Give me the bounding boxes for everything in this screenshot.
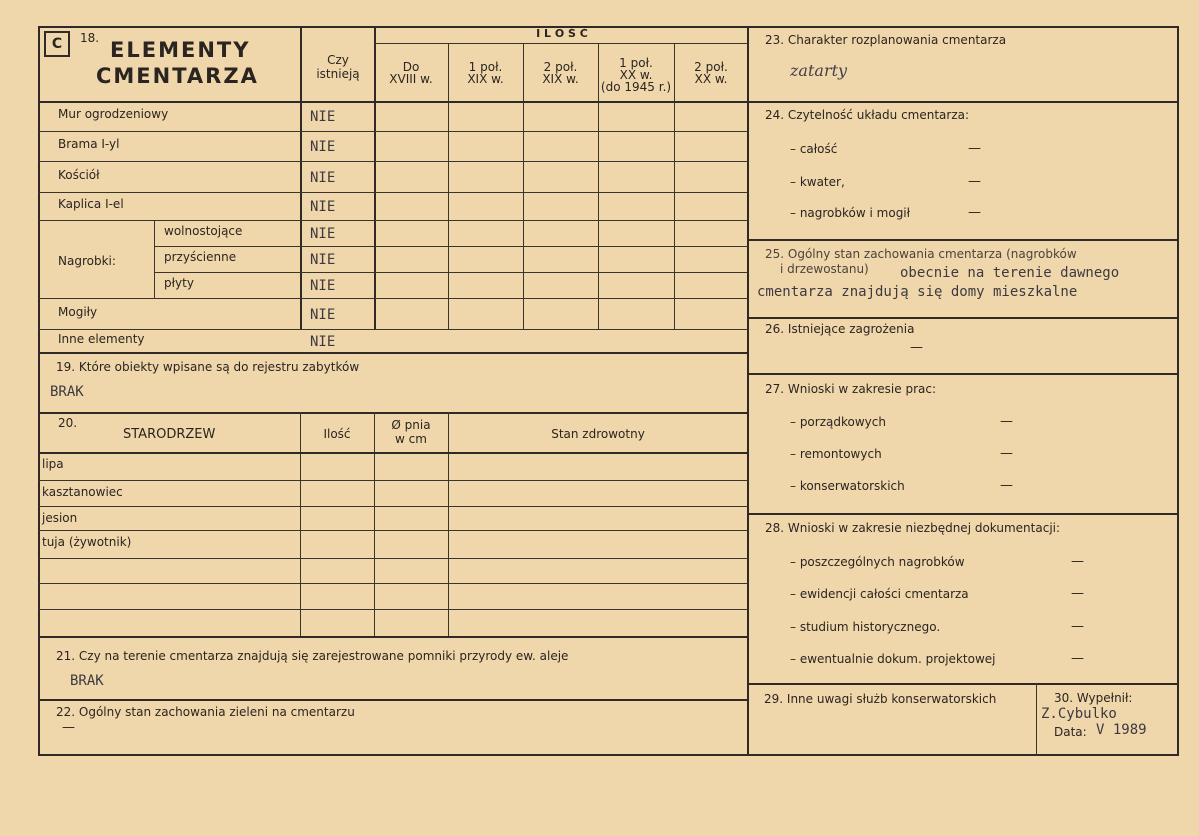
period-header: [374, 61, 448, 85]
s18-row-rule: [38, 329, 748, 330]
s20-col-diam: [374, 418, 448, 446]
s25-label-line2: i drzewostanu): [780, 262, 869, 276]
s20-col-rule-2: [374, 412, 375, 636]
s29-label: 29. Inne uwagi służb konserwatorskich: [764, 692, 997, 706]
tree-name: tuja (żywotnik): [42, 535, 132, 549]
s26-top-rule: [747, 317, 1179, 319]
s18-row-label: Inne elementy: [58, 331, 145, 346]
s18-row-label: Mur ogrodzeniowy: [58, 107, 169, 121]
s27-top-rule: [747, 373, 1179, 375]
s20-col-health: Stan zdrowotny: [551, 427, 645, 441]
section-18-title-line2: CMENTARZA: [96, 64, 259, 88]
s20-col-diam-line2: w cm: [395, 432, 427, 446]
s24-item-value: —: [968, 141, 981, 156]
period-header-line: XX w.: [694, 72, 728, 86]
s27-item-label: – konserwatorskich: [790, 479, 905, 493]
s24-item-label: – całość: [790, 142, 838, 156]
s18-row-exists-value: NIE: [310, 252, 336, 268]
s28-item-label: – ewentualnie dokum. projektowej: [790, 652, 996, 666]
nagrobki-group-rule: [154, 220, 155, 298]
s23-value: zatarty: [790, 61, 848, 80]
period-header-line: XX w.: [619, 68, 653, 82]
period-header-line: 1 poł.: [619, 56, 653, 70]
form-border-right: [1177, 26, 1179, 756]
s21-top-rule: [38, 636, 749, 638]
section-letter-box: C: [44, 31, 70, 57]
period-header: [598, 57, 674, 93]
col-exists-line2: istnieją: [316, 67, 360, 81]
s27-item-label: – remontowych: [790, 447, 882, 461]
ilosc-header-rule: [374, 43, 748, 44]
s27-item-label: – porządkowych: [790, 415, 886, 429]
s28-item-value: —: [1071, 619, 1084, 634]
s18-row-rule: [154, 246, 748, 247]
s18-row-label: Mogiły: [58, 304, 98, 319]
s18-row-label: Kaplica I-el: [58, 197, 124, 211]
s28-label: 28. Wnioski w zakresie niezbędnej dokumentacji:: [765, 521, 1061, 535]
s24-item-label: – nagrobków i mogił: [790, 206, 911, 220]
s24-item-value: —: [968, 174, 981, 189]
s20-row-rule: [38, 558, 748, 559]
s18-row-label: przyścienne: [164, 250, 237, 264]
s20-header-rule: [38, 452, 749, 454]
s30-label: 30. Wypełnił:: [1054, 691, 1133, 705]
s28-item-value: —: [1071, 586, 1084, 601]
s20-number: 20.: [58, 416, 78, 430]
period-header-line: Do: [402, 60, 420, 74]
period-header-line: 1 poł.: [468, 60, 503, 74]
s24-item-value: —: [968, 205, 981, 220]
form-border-left: [38, 26, 40, 756]
s27-item-value: —: [1000, 478, 1013, 493]
s30-left-rule: [1036, 683, 1037, 755]
s18-row-exists-value: NIE: [310, 109, 336, 125]
s18-header-bottom-rule: [38, 101, 749, 103]
s25-value-line1: obecnie na terenie dawnego: [900, 265, 1120, 281]
s28-item-label: – ewidencji całości cmentarza: [790, 587, 969, 601]
s18-row-exists-value: NIE: [310, 139, 336, 155]
s29-top-rule: [747, 683, 1179, 685]
s23-label: 23. Charakter rozplanowania cmentarza: [765, 33, 1007, 47]
section-18-number: 18.: [80, 31, 100, 45]
period-header-line: 2 poł.: [543, 60, 578, 74]
tree-name: lipa: [42, 457, 64, 471]
s21-value: BRAK: [70, 673, 104, 689]
section-18-title-line1: ELEMENTY: [110, 38, 251, 62]
s18-row-rule: [38, 298, 748, 299]
s26-label: 26. Istniejące zagrożenia: [765, 322, 915, 336]
s22-label: 22. Ogólny stan zachowania zieleni na cmentarzu: [56, 705, 355, 719]
nagrobki-label: Nagrobki:: [58, 254, 116, 268]
s20-row-rule: [38, 480, 748, 481]
s19-top-rule: [38, 352, 749, 354]
period-header: [674, 61, 748, 85]
s22-top-rule: [38, 699, 749, 701]
s18-row-exists-value: NIE: [310, 169, 336, 186]
s18-row-label: płyty: [164, 276, 194, 290]
form-border-bottom: [38, 754, 1179, 756]
period-col-rule: [523, 43, 524, 329]
period-col-rule: [674, 43, 675, 329]
s18-row-rule: [38, 131, 748, 132]
s19-label: 19. Które obiekty wpisane są do rejestru zabytków: [56, 360, 360, 374]
cemetery-record-form: [38, 26, 1179, 756]
s18-row-exists-value: NIE: [310, 199, 336, 215]
period-header-line: (do 1945 r.): [600, 80, 672, 94]
period-header-line: XIX w.: [542, 72, 579, 86]
s28-item-value: —: [1071, 554, 1084, 569]
s18-row-label: wolnostojące: [164, 224, 243, 238]
s24-top-rule: [747, 101, 1179, 103]
ilosc-header: I L O Ś Ć: [536, 27, 588, 40]
s24-label: 24. Czytelność układu cmentarza:: [765, 108, 970, 122]
s18-row-rule: [38, 161, 748, 162]
period-col-rule: [448, 43, 449, 329]
s22-value: —: [62, 720, 75, 735]
s30-filled-by: Z.Cybulko: [1041, 706, 1117, 722]
s18-row-label: Brama I-yl: [58, 137, 120, 151]
s28-item-label: – studium historycznego.: [790, 620, 941, 634]
s30-date-value: V 1989: [1096, 722, 1147, 738]
s25-top-rule: [747, 239, 1179, 241]
s25-value-line2: cmentarza znajdują się domy mieszkalne: [757, 284, 1078, 300]
s18-row-label: Kościół: [58, 167, 100, 182]
s28-item-label: – poszczególnych nagrobków: [790, 555, 965, 569]
s20-top-rule: [38, 412, 749, 414]
s18-row-rule: [154, 272, 748, 273]
column-divider: [747, 26, 749, 756]
s20-row-rule: [38, 506, 748, 507]
s20-col-count: Ilość: [323, 427, 351, 441]
s28-top-rule: [747, 513, 1179, 515]
s25-label-line1: 25. Ogólny stan zachowania cmentarza (nagrobków: [765, 247, 1077, 261]
period-header-line: XVIII w.: [389, 72, 433, 86]
s20-row-rule: [38, 609, 748, 610]
s27-label: 27. Wnioski w zakresie prac:: [765, 382, 937, 396]
s24-item-label: – kwater,: [790, 175, 845, 189]
s20-title: STARODRZEW: [123, 427, 216, 442]
s20-row-rule: [38, 583, 748, 584]
s18-row-rule: [38, 220, 748, 221]
col-exists-header: [302, 53, 374, 81]
s18-row-exists-value: NIE: [310, 333, 336, 350]
s30-date-label: Data:: [1054, 725, 1087, 739]
s18-row-exists-value: NIE: [310, 278, 336, 294]
s18-row-rule: [38, 192, 748, 193]
tree-name: kasztanowiec: [42, 485, 123, 499]
period-header: [523, 61, 598, 85]
s18-row-exists-value: NIE: [310, 306, 336, 323]
period-header-line: XIX w.: [467, 72, 504, 86]
s20-col-rule-3: [448, 412, 449, 636]
period-header: [448, 61, 523, 85]
tree-name: jesion: [42, 511, 78, 525]
s20-row-rule: [38, 530, 748, 531]
s19-value: BRAK: [50, 384, 84, 400]
s28-item-value: —: [1071, 651, 1084, 666]
s27-item-value: —: [1000, 414, 1013, 429]
s20-col-diam-line1: Ø pnia: [391, 418, 431, 432]
col-exists-line1: Czy: [327, 53, 349, 67]
s21-label: 21. Czy na terenie cmentarza znajdują się zarejestrowane pomniki przyrody ew. aleje: [56, 649, 569, 663]
s27-item-value: —: [1000, 446, 1013, 461]
s20-col-rule-1: [300, 412, 301, 636]
s26-value: —: [910, 340, 923, 355]
period-header-line: 2 poł.: [694, 60, 728, 74]
s18-row-exists-value: NIE: [310, 226, 336, 242]
